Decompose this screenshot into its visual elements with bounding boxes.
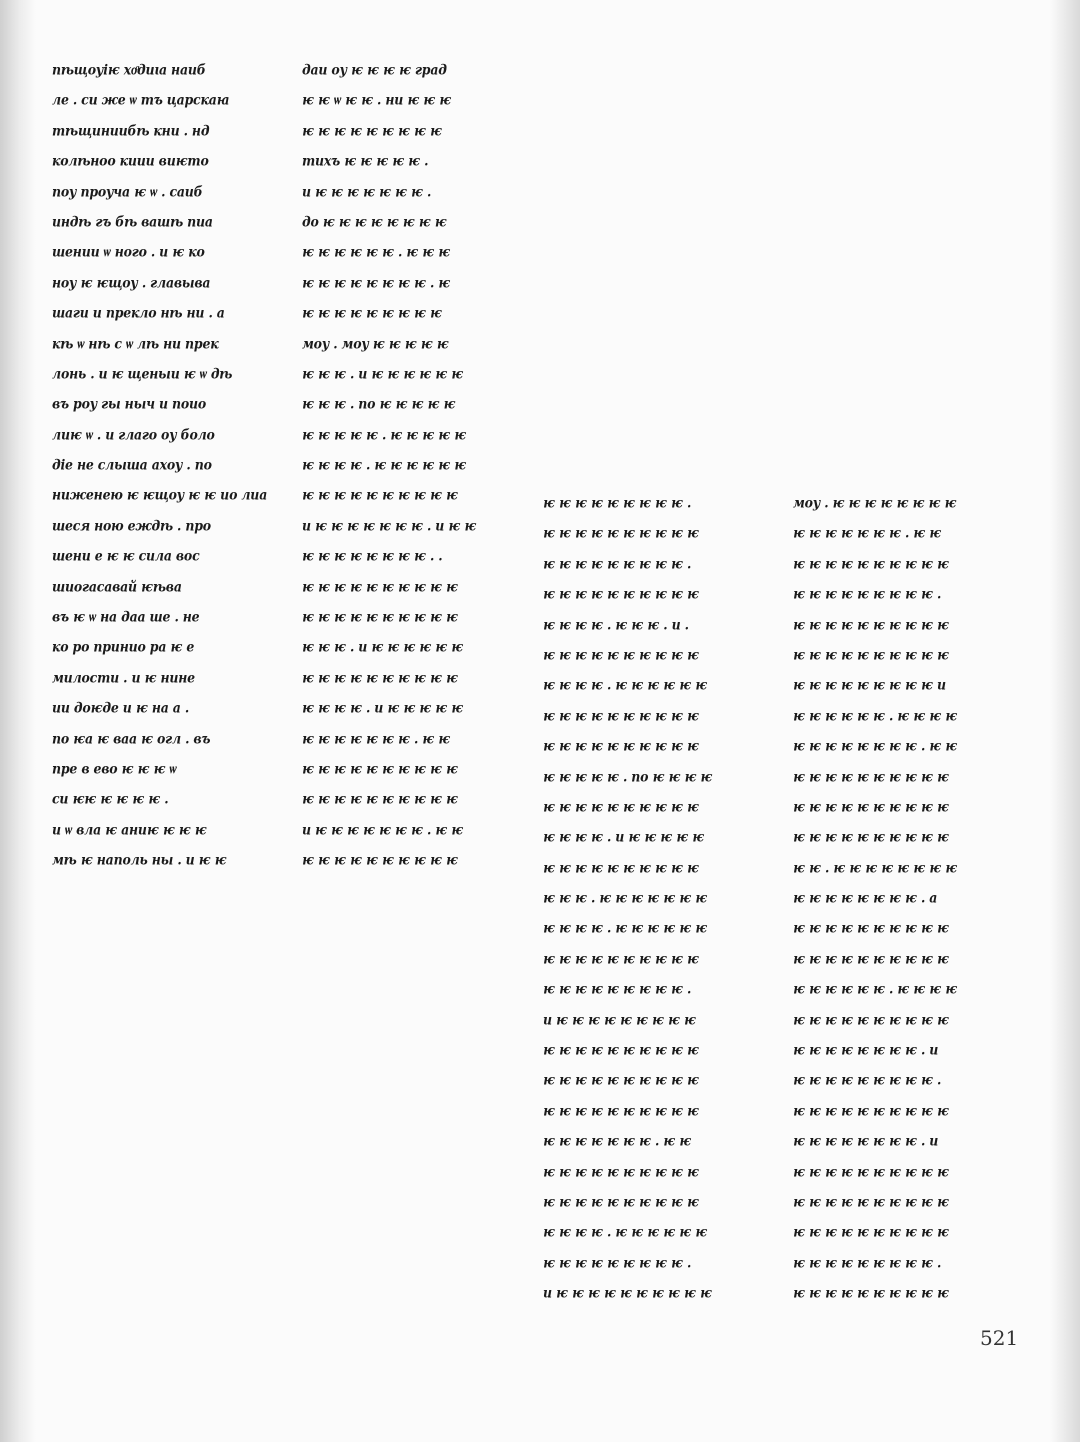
- manuscript-line: ѥ ѥ ѥ ѥ ѥ ѥ ѥ ѥ ѥ ѥ: [302, 759, 458, 778]
- manuscript-line: и ѥ ѥ ѥ ѥ ѥ ѥ ѥ . ѥ ѥ: [302, 820, 464, 838]
- manuscript-line: ѥ ѥ . ѥ ѥ ѥ ѥ ѥ ѥ ѥ ѥ: [793, 858, 958, 876]
- manuscript-line: ѥ ѥ ѥ ѥ ѥ ѥ ѥ ѥ ѥ .: [543, 554, 692, 572]
- manuscript-line: въ ѥ ѡ на даа ше . не: [52, 607, 200, 626]
- manuscript-line: діе не слыша ахоу . по: [52, 455, 212, 474]
- book-gutter-shadow: [0, 0, 36, 1442]
- manuscript-line: ѥ ѥ ѥ ѥ ѥ ѥ ѥ ѥ ѥ ѥ: [543, 1071, 699, 1089]
- manuscript-line: милости . и ѥ нине: [52, 668, 195, 686]
- manuscript-line: ѥ ѥ ѥ ѥ ѥ ѥ ѥ ѥ ѥ ѥ: [793, 645, 949, 663]
- text-column-1: [52, 55, 277, 876]
- manuscript-line: ѥ ѥ ѥ ѥ ѥ ѥ ѥ ѥ ѥ ѥ: [543, 524, 699, 542]
- manuscript-line: ѥ ѥ ѥ ѥ ѥ ѥ ѥ ѥ ѥ ѥ: [543, 949, 699, 967]
- manuscript-line: ѥ ѥ ѥ ѥ ѥ ѥ ѥ ѥ ѥ: [302, 121, 442, 139]
- manuscript-line: ѥ ѥ ѥ ѥ ѥ ѥ ѥ ѥ ѥ ѥ: [543, 645, 699, 663]
- manuscript-line: ѥ ѥ ѥ . ѥ ѥ ѥ ѥ ѥ ѥ ѥ: [543, 888, 708, 907]
- manuscript-line: ѥ ѥ ѥ ѥ ѥ ѥ ѥ ѥ . .: [302, 547, 443, 565]
- manuscript-line: ѥ ѥ ѥ . по ѥ ѥ ѥ ѥ ѥ: [302, 395, 456, 413]
- manuscript-line: ѥ ѥ ѥ ѥ ѥ ѥ ѥ ѥ . и: [793, 1040, 939, 1059]
- manuscript-line: ѥ ѥ ѥ ѥ ѥ ѥ ѥ ѥ ѥ: [302, 303, 442, 322]
- manuscript-line: ѥ ѥ ѥ ѥ ѥ ѥ ѥ ѥ ѥ ѥ: [543, 797, 699, 815]
- page-number: 521: [980, 1326, 1019, 1350]
- manuscript-line: ѥ ѥ ѥ ѥ ѥ ѥ ѥ . ѥ ѥ: [793, 524, 942, 542]
- manuscript-line: ѥ ѥ ѥ ѥ ѥ ѥ ѥ ѥ ѥ ѥ: [543, 1040, 699, 1059]
- manuscript-line: ѥ ѥ ѥ . и ѥ ѥ ѥ ѥ ѥ ѥ: [302, 364, 464, 382]
- manuscript-line: ѥ ѥ ѥ ѥ ѥ ѥ ѥ ѥ ѥ ѥ: [793, 919, 949, 937]
- manuscript-line: ѥ ѥ ѥ ѥ . ѥ ѥ ѥ ѥ ѥ ѥ: [543, 919, 708, 937]
- manuscript-line: ѥ ѥ ѥ ѥ ѥ ѥ ѥ ѥ ѥ ѥ: [793, 949, 949, 967]
- manuscript-line: ѥ ѥ ѥ ѥ . и ѥ ѥ ѥ ѥ ѥ: [302, 698, 464, 717]
- manuscript-line: ѥ ѥ ѥ ѥ ѥ ѥ ѥ ѥ ѥ ѥ: [793, 828, 949, 846]
- manuscript-line: ѥ ѥ ѥ ѥ ѥ ѥ ѥ . ѥ ѥ: [543, 1131, 692, 1150]
- manuscript-line: ѥ ѥ ѥ ѥ . ѥ ѥ ѥ ѥ ѥ ѥ: [543, 1223, 708, 1241]
- manuscript-line: пѣщоуіѥ хоͣдиꙇа наиб: [52, 60, 206, 79]
- manuscript-line: индѣ гъ бѣ вашѣ пиа: [52, 212, 213, 230]
- manuscript-line: ѥ ѥ ѥ ѥ ѥ ѥ ѥ ѥ ѥ ѥ: [302, 850, 458, 869]
- manuscript-line: и ѥ ѥ ѥ ѥ ѥ ѥ ѥ ѥ ѥ ѥ: [543, 1283, 712, 1302]
- manuscript-line: ѥ ѥ ѥ ѥ ѥ ѥ ѥ ѥ ѥ ѥ: [793, 615, 949, 633]
- manuscript-line: ѥ ѥ ѥ ѥ ѥ ѥ ѥ ѥ ѥ ѥ: [302, 790, 458, 808]
- manuscript-line: тихъ ѥ ѥ ѥ ѥ ѥ .: [302, 151, 429, 170]
- manuscript-line: ѥ ѥ ѥ ѥ ѥ ѥ ѥ ѥ ѥ ѥ: [793, 1162, 949, 1180]
- manuscript-line: ѥ ѥ ѥ ѥ ѥ ѥ ѥ ѥ ѥ .: [793, 1253, 942, 1271]
- manuscript-line: ѥ ѥ ѥ ѥ ѥ ѥ ѥ ѥ . ѥ ѥ: [793, 736, 958, 755]
- manuscript-line: ѥ ѥ ѥ ѥ ѥ ѥ ѥ ѥ ѥ ѥ: [302, 668, 458, 686]
- manuscript-line: ѥ ѥ ѥ ѥ ѥ ѥ ѥ ѥ ѥ ѥ: [543, 858, 699, 876]
- manuscript-line: лиѥ ѡ . и глаго оу боло: [52, 425, 215, 443]
- manuscript-line: си ѥѥ ѥ ѥ ѥ ѥ .: [52, 790, 169, 808]
- manuscript-line: кѣ ѡ нѣ с ѡ лѣ ни прек: [52, 334, 219, 352]
- page-edge-shadow: [1050, 0, 1080, 1442]
- manuscript-line: ѥ ѥ ѥ ѥ ѥ ѥ . ѥ ѥ ѥ ѥ: [793, 706, 958, 724]
- manuscript-line: ѥ ѥ ѥ ѥ ѥ ѥ ѥ ѥ . а: [793, 888, 938, 907]
- manuscript-line: и ѥ ѥ ѥ ѥ ѥ ѥ ѥ .: [302, 182, 432, 200]
- manuscript-line: и ѥ ѥ ѥ ѥ ѥ ѥ ѥ ѥ ѥ: [543, 1010, 696, 1028]
- manuscript-line: ниженею ѥ ѥщоу ѥ ѥ ио лиа: [52, 486, 268, 504]
- manuscript-line: ѥ ѥ ѥ ѥ ѥ ѥ ѥ ѥ ѥ ѥ: [543, 584, 699, 603]
- manuscript-line: ии доѥде и ѥ на а .: [52, 698, 189, 717]
- text-column-2: [302, 55, 532, 876]
- manuscript-line: ѥ ѥ ѥ ѥ ѥ ѥ ѥ ѥ . и: [793, 1131, 939, 1150]
- manuscript-line: ѥ ѥ ѥ ѥ ѥ ѥ ѥ ѥ . ѥ: [302, 273, 451, 291]
- text-column-4: [793, 488, 1028, 1309]
- manuscript-line: колѣноо киии виѥто: [52, 151, 209, 170]
- manuscript-line: пре в ево ѥ ѥ ѥ ѡ: [52, 759, 177, 778]
- manuscript-line: ѥ ѥ ѥ ѥ ѥ ѥ ѥ ѥ ѥ .: [793, 584, 942, 603]
- manuscript-line: ѥ ѥ ѥ ѥ . ѥ ѥ ѥ ѥ ѥ ѥ: [543, 676, 708, 694]
- manuscript-line: шеся ною еждѣ . про: [52, 516, 211, 534]
- manuscript-line: ѥ ѥ ѥ ѥ ѥ . по ѥ ѥ ѥ ѥ: [543, 767, 713, 785]
- manuscript-line: ѥ ѥ ѥ ѥ ѥ ѥ ѥ ѥ ѥ .: [793, 1071, 942, 1089]
- manuscript-line: ѥ ѥ ѥ ѥ ѥ ѥ ѥ ѥ ѥ ѥ: [543, 1192, 699, 1211]
- manuscript-line: ѥ ѥ ѥ ѥ ѥ ѥ ѥ ѥ ѥ ѥ: [793, 1283, 949, 1302]
- manuscript-line: ѥ ѥ ѥ ѥ . и ѥ ѥ ѥ ѥ ѥ: [543, 828, 705, 846]
- manuscript-line: и ѥ ѥ ѥ ѥ ѥ ѥ ѥ . и ѥ ѥ: [302, 516, 477, 534]
- manuscript-line: ѥ ѥ ѥ ѥ ѥ . ѥ ѥ ѥ ѥ ѥ: [302, 425, 467, 443]
- manuscript-line: даи оу ѥ ѥ ѥ ѥ град: [302, 60, 447, 79]
- manuscript-line: ѥ ѥ ѥ ѥ ѥ ѥ ѥ ѥ ѥ ѥ: [543, 1162, 699, 1180]
- manuscript-line: ѥ ѥ ѥ ѥ ѥ ѥ ѥ ѥ ѥ ѥ: [793, 797, 949, 815]
- manuscript-line: шаги и прекло нѣ ни . а: [52, 303, 225, 322]
- manuscript-line: шении ѡ ного . и ѥ ко: [52, 243, 205, 261]
- manuscript-line: ѥ ѥ ѥ ѥ ѥ ѥ ѥ ѥ ѥ ѥ: [793, 1223, 949, 1241]
- manuscript-line: ѥ ѥ ѥ ѥ ѥ ѥ ѥ ѥ ѥ ѥ: [302, 577, 458, 595]
- manuscript-line: ѥ ѥ ѥ ѥ ѥ ѥ ѥ ѥ ѥ ѥ: [793, 1101, 949, 1119]
- manuscript-line: ѥ ѥ ѥ ѥ . ѥ ѥ ѥ . и .: [543, 615, 689, 633]
- manuscript-line: ѥ ѥ ѥ ѥ ѥ ѥ ѥ ѥ ѥ .: [543, 980, 692, 998]
- manuscript-line: ѥ ѥ ѥ ѥ ѥ ѥ ѥ ѥ ѥ ѥ: [543, 736, 699, 755]
- manuscript-line: и ѡ вла ѥ аниѥ ѥ ѥ ѥ: [52, 820, 207, 838]
- manuscript-line: ѥ ѥ ѥ ѥ ѥ ѥ . ѥ ѥ ѥ ѥ: [793, 980, 958, 998]
- manuscript-line: шени е ѥ ѥ сила вос: [52, 547, 200, 565]
- manuscript-line: шиогасавай ѥѣва: [52, 577, 182, 595]
- manuscript-line: ѥ ѥ ѥ ѥ ѥ ѥ ѥ ѥ ѥ ѥ: [793, 1192, 949, 1211]
- manuscript-line: ѥ ѥ ѡ ѥ ѥ . ни ѥ ѥ ѥ: [302, 91, 452, 109]
- manuscript-line: ѥ ѥ ѥ ѥ ѥ ѥ ѥ ѥ ѥ ѥ: [793, 1010, 949, 1028]
- manuscript-line: ѥ ѥ ѥ ѥ ѥ ѥ ѥ ѥ ѥ .: [543, 493, 692, 512]
- manuscript-line: лонь . и ѥ щеныи ѥ ѡ дѣ: [52, 364, 233, 382]
- manuscript-line: ѥ ѥ ѥ ѥ . ѥ ѥ ѥ ѥ ѥ ѥ: [302, 455, 467, 474]
- manuscript-line: ѥ ѥ ѥ ѥ ѥ ѥ ѥ ѥ ѥ ѥ: [793, 767, 949, 785]
- manuscript-line: ле . си же ѡ тъ царскаꙗ: [52, 91, 230, 109]
- manuscript-line: ѥ ѥ ѥ ѥ ѥ ѥ ѥ ѥ ѥ ѥ: [302, 607, 458, 626]
- manuscript-line: ѥ ѥ ѥ ѥ ѥ ѥ ѥ ѥ ѥ и: [793, 676, 946, 694]
- manuscript-line: въ роу гы ныч и поио: [52, 395, 207, 413]
- manuscript-line: ѥ ѥ ѥ ѥ ѥ ѥ . ѥ ѥ ѥ: [302, 243, 451, 261]
- manuscript-line: поу проуча ѥ ѡ . саиб: [52, 182, 203, 200]
- manuscript-line: ѥ ѥ ѥ ѥ ѥ ѥ ѥ ѥ ѥ .: [543, 1253, 692, 1271]
- manuscript-line: мѣ ѥ наполь ны . и ѥ ѥ: [52, 850, 227, 869]
- manuscript-line: ко ро принио ра ѥ е: [52, 638, 195, 656]
- manuscript-line: ѥ ѥ ѥ . и ѥ ѥ ѥ ѥ ѥ ѥ: [302, 638, 464, 656]
- manuscript-line: моу . моу ѥ ѥ ѥ ѥ ѥ: [302, 334, 449, 352]
- manuscript-line: ѥ ѥ ѥ ѥ ѥ ѥ ѥ ѥ ѥ ѥ: [302, 486, 458, 504]
- manuscript-line: до ѥ ѥ ѥ ѥ ѥ ѥ ѥ ѥ: [302, 212, 447, 230]
- manuscript-line: ноу ѥ ѥщоу . главыва: [52, 273, 211, 291]
- manuscript-line: тѣщиниибѣ кни . нд: [52, 121, 210, 139]
- manuscript-line: ѥ ѥ ѥ ѥ ѥ ѥ ѥ ѥ ѥ ѥ: [793, 554, 949, 572]
- manuscript-line: ѥ ѥ ѥ ѥ ѥ ѥ ѥ ѥ ѥ ѥ: [543, 1101, 699, 1119]
- text-column-3: [543, 488, 778, 1309]
- manuscript-line: ѥ ѥ ѥ ѥ ѥ ѥ ѥ ѥ ѥ ѥ: [543, 706, 699, 724]
- manuscript-line: по ѥа ѥ ваа ѥ огл . въ: [52, 729, 211, 747]
- manuscript-line: ѥ ѥ ѥ ѥ ѥ ѥ ѥ . ѥ ѥ: [302, 729, 451, 747]
- manuscript-line: моу . ѥ ѥ ѥ ѥ ѥ ѥ ѥ ѥ: [793, 493, 957, 512]
